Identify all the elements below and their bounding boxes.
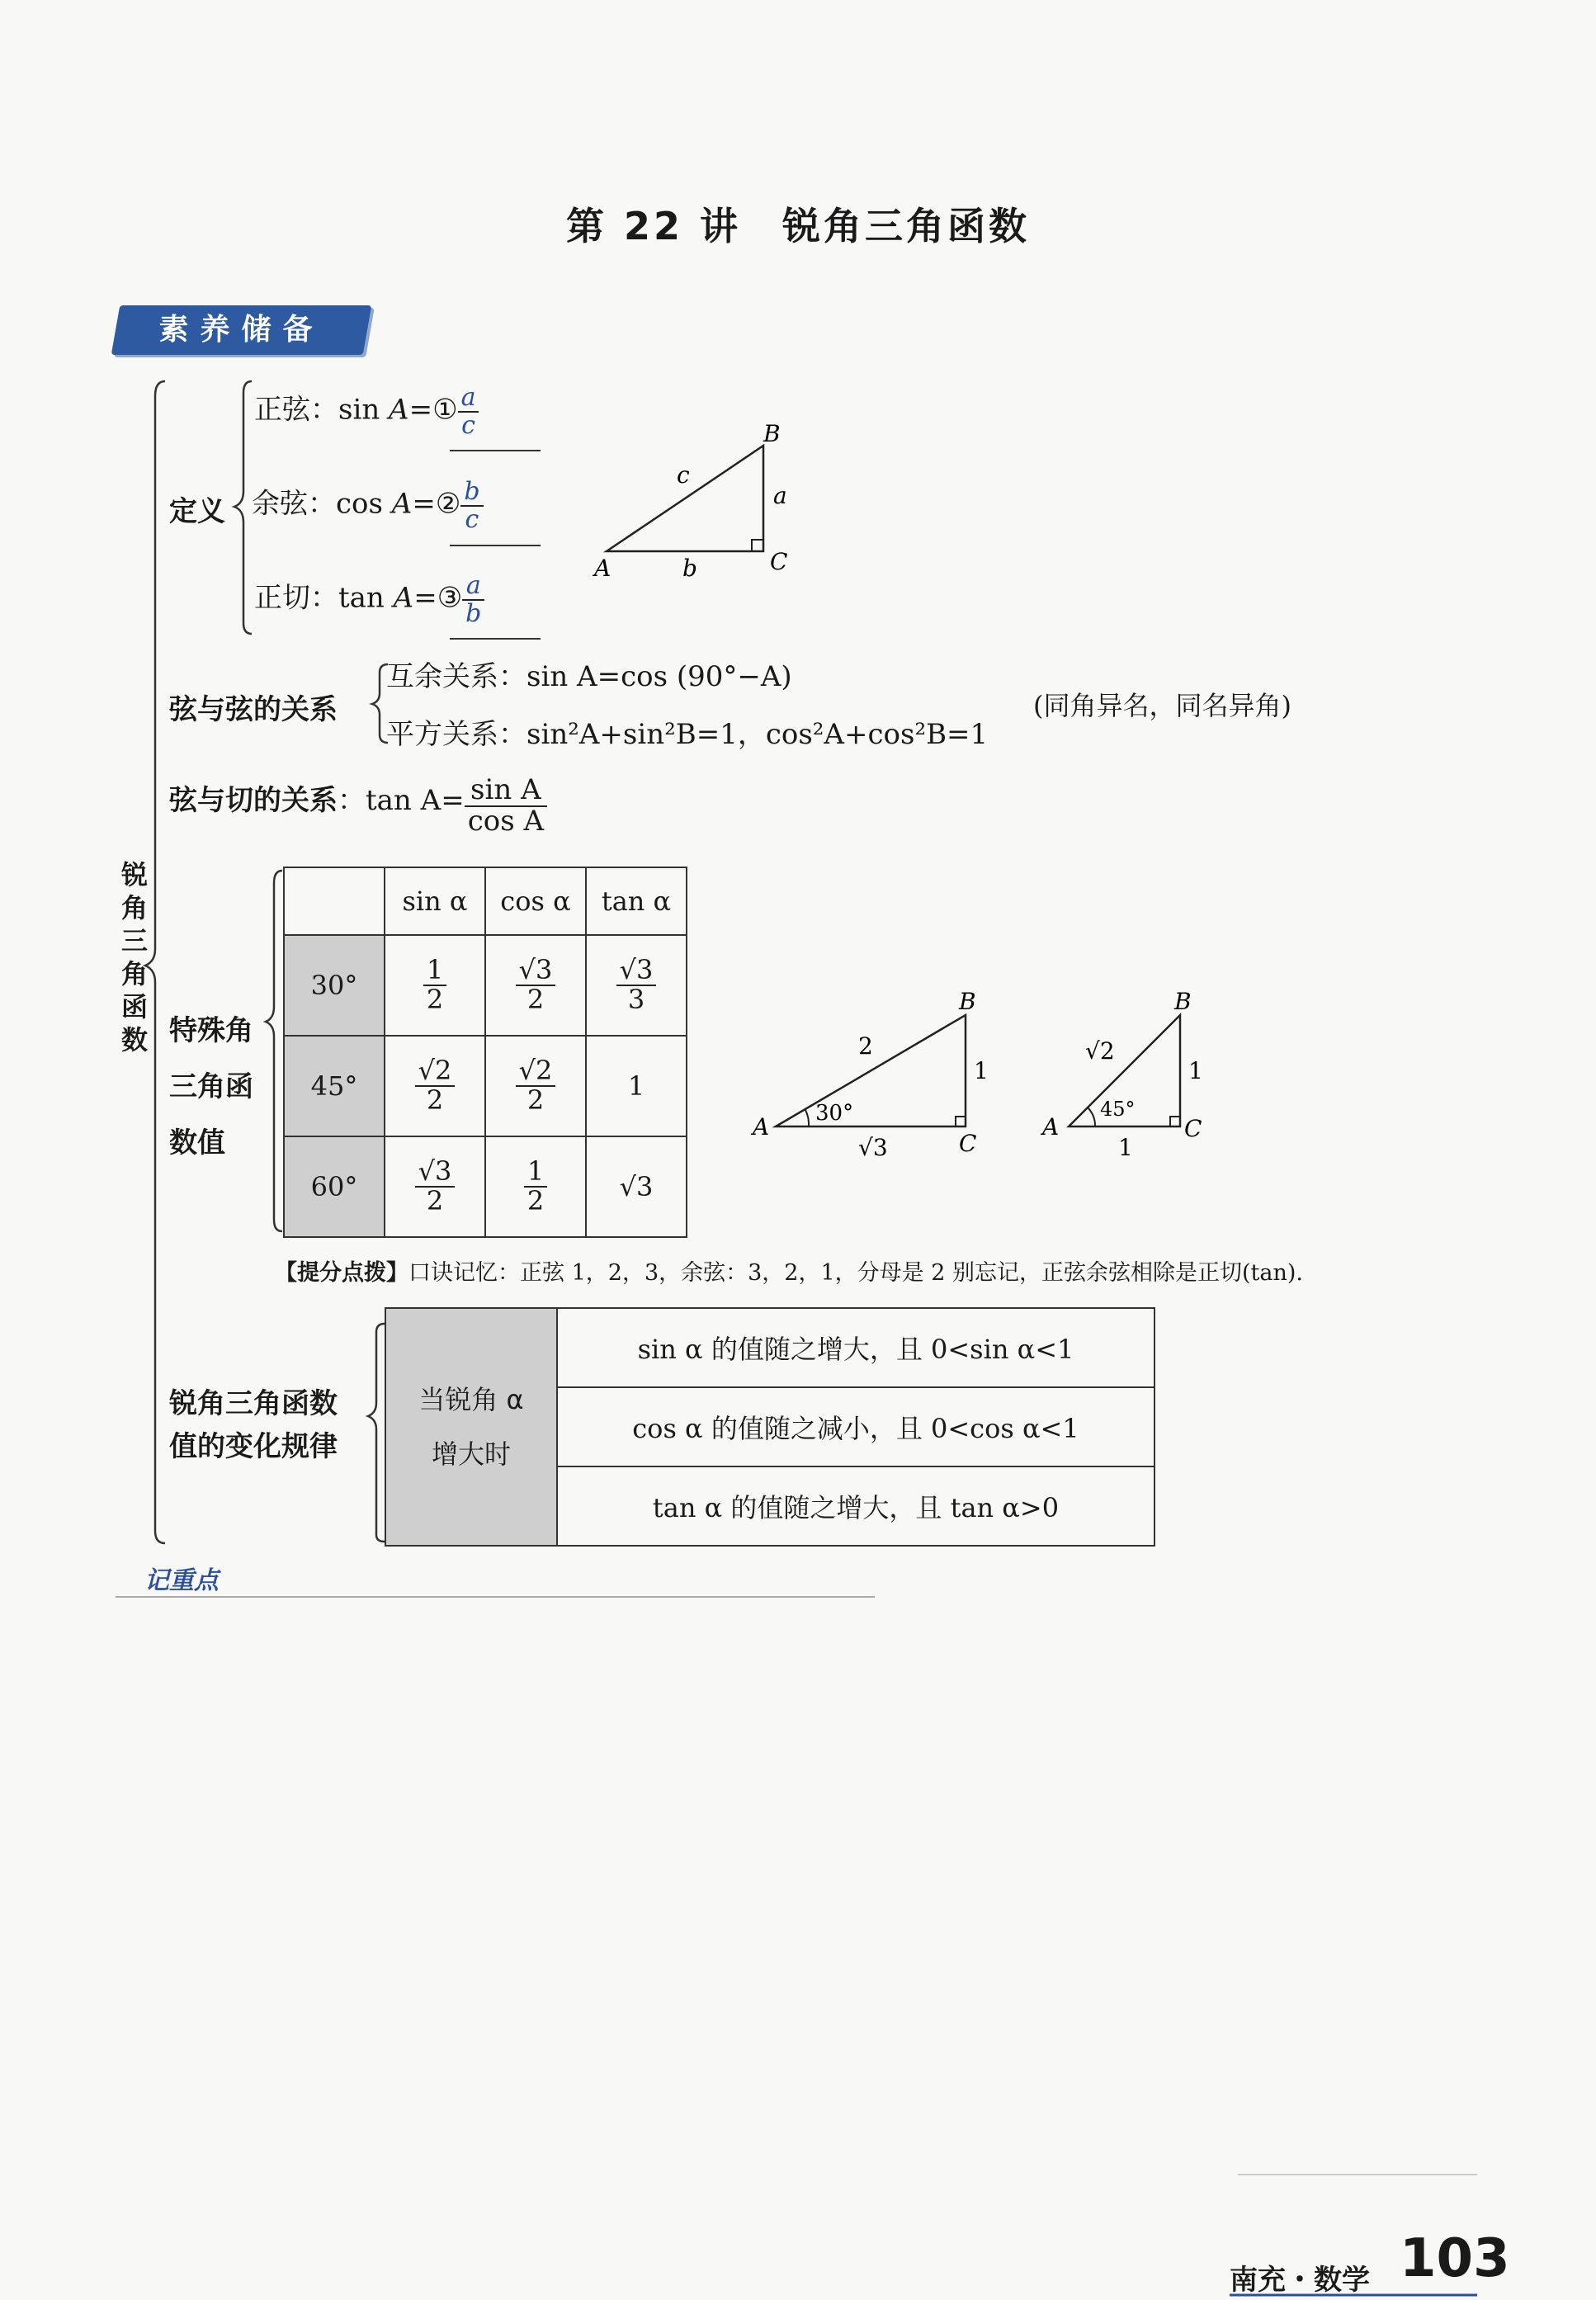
value-cell: $\frac{√3}{2}$ [385,1136,485,1237]
table-row [385,1308,1155,1387]
triangle-45 [1036,986,1225,1168]
tri30-angle: 30° [815,1101,854,1126]
change-rule-table [385,1307,1155,1547]
tri30-opp: 1 [974,1057,989,1084]
sine-blank-line [450,450,541,451]
tip-line [275,1254,1303,1287]
definition-triangle [590,421,805,586]
tangent-prefix: 正切：tan [254,581,394,615]
tangent-definition [254,573,484,626]
rule-sin: sin α 的值随之增大，且 0<sin α<1 [557,1308,1155,1387]
value-cell: $\frac{√2}{2}$ [385,1036,485,1136]
complementary-relation: 互余关系：sin A=cos (90°−A) [386,660,792,693]
tri45-vertex-c: C [1184,1115,1202,1142]
tri30-adj: √3 [858,1134,888,1161]
sine-answer [458,385,479,438]
tip-label: 【提分点拨】 [275,1260,408,1286]
memo-label: 记重点 [144,1566,219,1595]
tri45-angle: 45° [1100,1098,1136,1121]
tan-relation [169,773,547,838]
cosine-var: A [391,487,413,521]
tan-relation-num: sin A [465,776,547,807]
cosine-definition [252,479,484,532]
condition-line1: 当锐角 α [418,1384,524,1415]
tri45-opp: 1 [1188,1057,1203,1084]
change-label-line1: 锐角三角函数 [169,1387,338,1420]
condition-cell [385,1308,557,1546]
tri45-adj: 1 [1118,1134,1133,1161]
sine-prefix: 正弦：sin [254,393,390,427]
rule-cos: cos α 的值随之减小，且 0<cos α<1 [557,1387,1155,1466]
relation-label: 弦与弦的关系 [169,693,338,726]
special-label-line2: 三角函 [169,1070,253,1103]
table-row [284,1036,687,1136]
special-label-line1: 特殊角 [169,1014,253,1047]
value-cell: √3 [586,1136,687,1237]
root-label-text: 锐角三角函数 [120,859,148,1056]
value-cell: $\frac{1}{2}$ [385,935,485,1036]
tri-side-b: b [682,555,697,582]
tan-relation-den: cos A [467,804,545,838]
tri45-hyp: √2 [1085,1037,1115,1065]
sine-definition [254,385,479,438]
tri-vertex-b: B [763,421,781,447]
sine-den: c [461,410,475,440]
tan-relation-label: 弦与切的关系 [169,784,338,818]
tan-relation-fraction [465,773,547,838]
rule-tan: tan α 的值随之增大，且 tan α>0 [557,1466,1155,1546]
table-row [284,1136,687,1237]
tri30-hyp: 2 [858,1032,873,1060]
value-cell: $\frac{√3}{3}$ [586,935,687,1036]
angle-cell: 60° [284,1136,385,1237]
header-cos: cos α [485,867,586,935]
value-cell: $\frac{1}{2}$ [485,1136,586,1237]
cosine-eq: =② [412,487,461,521]
sine-num: a [458,385,479,413]
special-label [169,1003,253,1171]
definition-label: 定义 [169,495,225,528]
page-number: 103 [1400,2228,1510,2289]
cosine-answer [460,479,483,532]
tri-side-c: c [677,461,690,489]
value-cell: $\frac{√3}{2}$ [485,935,586,1036]
root-label [118,858,151,1056]
cosine-den: c [465,504,479,534]
tangent-den: b [465,598,482,628]
square-relation: 平方关系：sin²A+sin²B=1，cos²A+cos²B=1 [386,718,989,751]
page-title: 第 22 讲 锐角三角函数 [565,204,1031,248]
special-label-line3: 数值 [169,1126,225,1159]
triangle-30 [743,986,1015,1168]
angle-cell: 45° [284,1036,385,1136]
cosine-num: b [460,479,483,507]
tangent-eq: =③ [413,581,463,615]
sine-eq: =① [408,393,458,427]
tri-side-a: a [773,482,787,509]
tri30-vertex-c: C [959,1130,977,1157]
cosine-prefix: 余弦：cos [252,487,392,521]
header-sin: sin α [385,867,485,935]
tangent-num: a [462,573,484,601]
special-values-table [283,867,687,1238]
tangent-answer [462,573,484,626]
table-corner [284,867,385,935]
header-tan: tan α [586,867,687,935]
cosine-blank-line [450,545,541,546]
tri30-vertex-b: B [959,988,976,1015]
tri45-vertex-a: A [1042,1113,1060,1141]
value-cell: 1 [586,1036,687,1136]
sine-var: A [389,393,409,427]
value-cell: $\frac{√2}{2}$ [485,1036,586,1136]
relation-note: (同角异名，同名异角) [1033,690,1291,721]
condition-line2: 增大时 [431,1438,511,1470]
table-header-row [284,867,687,935]
change-label-line2: 值的变化规律 [169,1430,338,1463]
section-badge-label: 素养储备 [158,313,324,347]
tangent-blank-line [450,638,541,640]
tri-vertex-c: C [770,548,788,575]
angle-cell: 30° [284,935,385,1036]
tri-vertex-a: A [594,555,611,582]
tangent-var: A [393,581,414,615]
table-row [284,935,687,1036]
tri45-vertex-b: B [1174,988,1192,1015]
footer-text: 南充・数学 [1230,2264,1370,2297]
tan-relation-prefix: ：tan A= [338,784,465,818]
tip-text: 口诀记忆：正弦 1，2，3，余弦：3，2，1，分母是 2 别忘记，正弦余弦相除是正切(tan). [408,1260,1303,1286]
change-label [169,1382,338,1468]
tri30-vertex-a: A [753,1113,770,1141]
